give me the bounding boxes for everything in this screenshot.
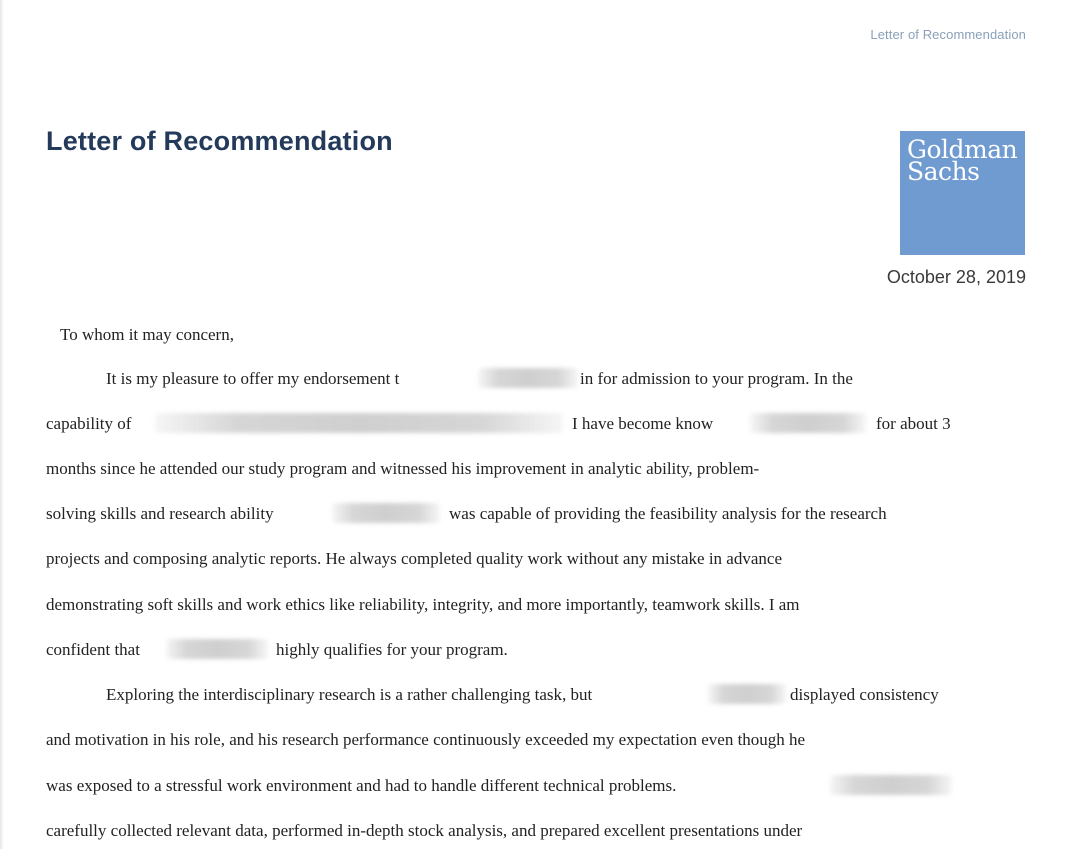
body-line-2c: for about 3 [876,414,951,433]
redaction-blur [478,368,578,388]
logo-text [907,135,1018,186]
body-line-7b: highly qualifies for your program. [276,640,508,659]
body-line-5: projects and composing analytic reports. He always completed quality work without any mistake in advance [46,549,782,568]
body-line-4b: was capable of providing the feasibility analysis for the research [449,504,887,523]
body-line-4a: solving skills and research ability [46,504,274,523]
body-line-1b: in for admission to your program. In the [580,369,853,388]
logo-line-1: Goldman [907,135,1018,164]
redaction-blur [332,503,440,523]
redaction-blur [830,775,952,795]
redaction-blur [708,684,786,704]
body-line-3: months since he attended our study program and witnessed his improvement in analytic ability, problem- [46,459,760,478]
body-line-10: was exposed to a stressful work environment and had to handle different technical problems. [46,776,677,795]
goldman-sachs-logo [900,131,1025,255]
redaction-blur [166,639,268,659]
body-line-8a: Exploring the interdisciplinary research is a rather challenging task, but [106,685,593,704]
page-edge [0,0,4,849]
body-line-8b: displayed consistency [790,685,939,704]
body-line-6: demonstrating soft skills and work ethics like reliability, integrity, and more importantly, teamwork skills. I am [46,595,800,614]
body-line-1a: It is my pleasure to offer my endorsement t [106,369,400,388]
body-line-7a: confident that [46,640,140,659]
body-line-11: carefully collected relevant data, performed in-depth stock analysis, and prepared excellent presentations under [46,821,803,840]
salutation: To whom it may concern, [60,325,234,344]
logo-line-2: Sachs [907,157,980,186]
body-line-2b: I have become know [572,414,714,433]
body-line-9: and motivation in his role, and his research performance continuously exceeded my expectation even though he [46,730,806,749]
letter-date: October 28, 2019 [886,267,1026,287]
letter-title: Letter of Recommendation [46,126,393,156]
body-line-2a: capability of [46,414,132,433]
redaction-blur [155,413,563,433]
redaction-blur [750,413,866,433]
running-header: Letter of Recommendation [870,27,1026,42]
